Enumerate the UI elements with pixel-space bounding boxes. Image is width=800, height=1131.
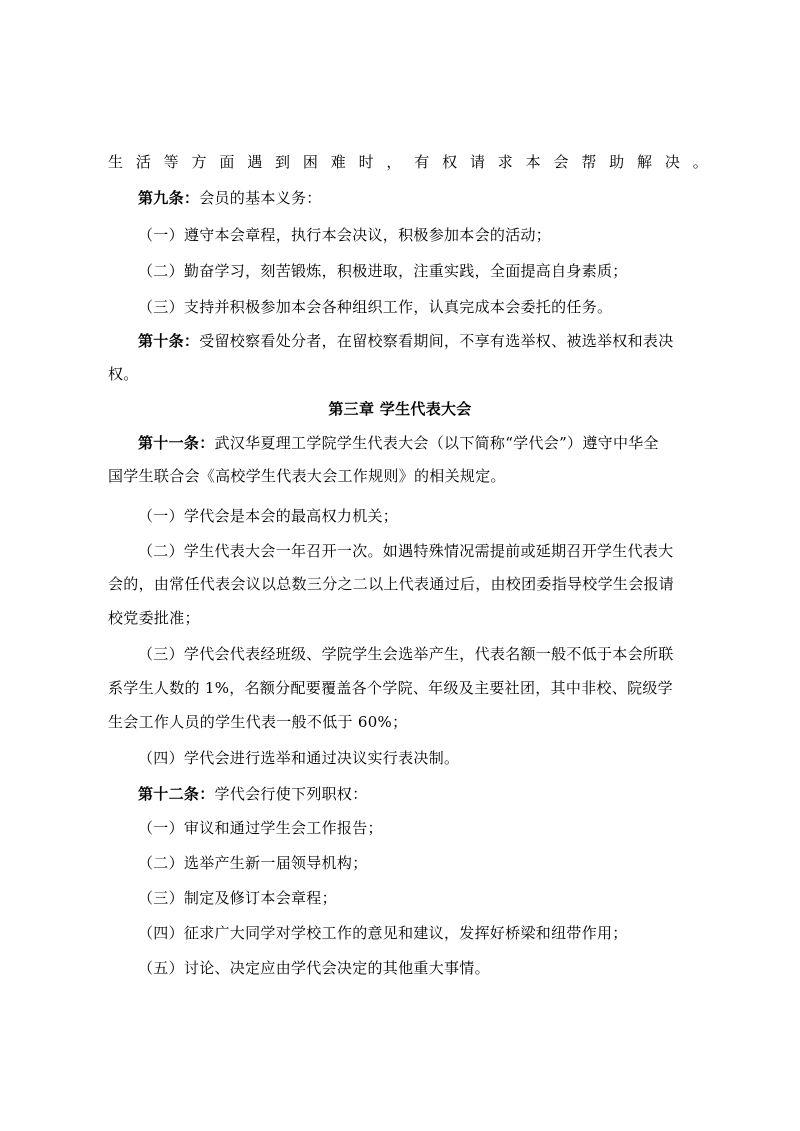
line-text: （三）学代会代表经班级、学院学生会选举产生，代表名额一般不低于本会所联 <box>138 645 674 663</box>
list-item <box>138 644 738 664</box>
paragraph-line <box>108 712 708 732</box>
list-item <box>138 818 738 838</box>
line-text: （三）制定及修订本会章程； <box>138 889 337 907</box>
paragraph-line <box>108 608 708 628</box>
line-text: （二）选举产生新一届领导机构； <box>138 854 368 872</box>
paragraph-line <box>108 364 708 384</box>
line-text: （三）支持并积极参加本会各种组织工作，认真完成本会委托的任务。 <box>138 298 613 316</box>
line-text: 校党委批准； <box>108 609 200 627</box>
list-item <box>138 958 738 978</box>
line-text: 国学生联合会《高校学生代表大会工作规则》的相关规定。 <box>108 467 506 485</box>
line-text: （五）讨论、决定应由学代会决定的其他重大事情。 <box>138 959 490 977</box>
line-text: （四）学代会进行选举和通过决议实行表决制。 <box>138 749 460 767</box>
line-text: （二）勤奋学习，刻苦锻炼，积极进取，注重实践，全面提高自身素质； <box>138 262 628 280</box>
line-text: 会员的基本义务： <box>199 189 322 207</box>
chapter-title-text: 第三章 学生代表大会 <box>328 400 472 418</box>
line-text: （一）遵守本会章程，执行本会决议，积极参加本会的活动； <box>138 226 552 244</box>
list-item <box>138 297 738 317</box>
line-text: （四）征求广大同学对学校工作的意见和建议，发挥好桥梁和纽带作用； <box>138 924 628 942</box>
article-10-heading <box>138 331 708 351</box>
paragraph-line <box>108 678 708 698</box>
article-label: 第十条： <box>138 332 200 350</box>
article-label: 第十一条： <box>138 434 215 452</box>
paragraph-line <box>108 574 708 594</box>
line-text: 系学生人数的 1%，名额分配要覆盖各个学院、年级及主要社团，其中非校、院级学 <box>108 679 673 697</box>
list-item <box>138 541 738 561</box>
list-item <box>138 748 738 768</box>
line-text: 生会工作人员的学生代表一般不低于 60%； <box>108 713 408 731</box>
line-text: 学代会行使下列职权： <box>214 785 368 803</box>
line-text: 会的，由常任代表会议以总数三分之二以上代表通过后，由校团委指导校学生会报请 <box>108 575 675 593</box>
list-item <box>138 853 738 873</box>
article-9-heading <box>138 188 738 208</box>
list-item <box>138 506 738 526</box>
article-label: 第十二条： <box>138 785 215 803</box>
list-item <box>138 888 738 908</box>
line-text: （二）学生代表大会一年召开一次。如遇特殊情况需提前或延期召开学生代表大 <box>138 542 674 560</box>
article-12-heading <box>138 784 738 804</box>
list-item <box>138 923 738 943</box>
article-11-heading <box>138 433 708 453</box>
article-label: 第九条： <box>138 189 200 207</box>
line-text: 受留校察看处分者，在留校察看期间，不享有选举权、被选举权和表决 <box>199 332 674 350</box>
line-text: （一）审议和通过学生会工作报告； <box>138 819 383 837</box>
chapter-title <box>0 399 800 419</box>
list-item <box>138 225 738 245</box>
paragraph-line <box>108 152 708 172</box>
line-text: （一）学代会是本会的最高权力机关； <box>138 507 399 525</box>
line-text: 权。 <box>108 365 139 383</box>
list-item <box>138 261 738 281</box>
line-text: 武汉华夏理工学院学生代表大会（以下简称“学代会”）遵守中华全 <box>214 434 659 452</box>
paragraph-line <box>108 466 708 486</box>
line-text: 生活等方面遇到困难时，有权请求本会帮助解决。 <box>108 153 708 171</box>
